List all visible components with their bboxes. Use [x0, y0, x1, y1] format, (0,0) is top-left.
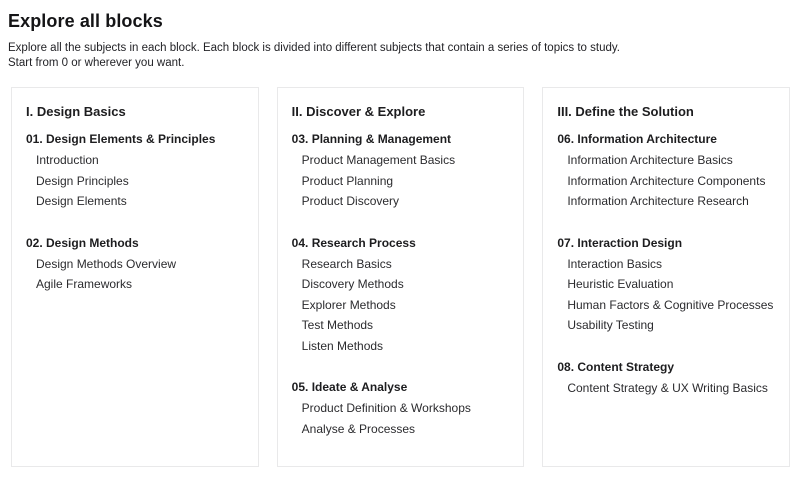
block-card — [542, 87, 790, 467]
topic-link[interactable]: Usability Testing — [567, 318, 654, 332]
topic-link[interactable]: Product Management Basics — [301, 153, 456, 167]
block-title: III. Define the Solution — [557, 104, 694, 119]
topic-link[interactable]: Research Basics — [301, 256, 392, 271]
topic-link[interactable]: Agile Frameworks — [36, 277, 133, 291]
subject-group — [557, 360, 775, 399]
subject-group — [26, 236, 244, 295]
topic-link[interactable]: Discovery Methods — [301, 277, 404, 291]
topic-link[interactable]: Product Discovery — [301, 194, 400, 208]
topic-link[interactable]: Design Principles — [36, 173, 129, 188]
topic-link[interactable]: Explorer Methods — [301, 297, 396, 312]
block-title: I. Design Basics — [26, 104, 126, 119]
subject-group — [292, 132, 510, 212]
topic-list — [26, 254, 244, 295]
page-description-line-2: Start from 0 or wherever you want. — [8, 57, 185, 69]
topic-list — [557, 254, 775, 336]
topic-list — [26, 150, 244, 212]
subject-group — [557, 236, 775, 336]
subject-group — [292, 236, 510, 357]
topic-link[interactable]: Product Planning — [301, 173, 394, 188]
topic-link[interactable]: Analyse & Processes — [301, 421, 416, 436]
topic-list — [557, 150, 775, 212]
block-card — [277, 87, 525, 467]
topic-link[interactable]: Information Architecture Basics — [567, 153, 733, 167]
topic-link[interactable]: Product Definition & Workshops — [301, 401, 471, 415]
subject-title: 02. Design Methods — [26, 235, 139, 250]
page-description-line-1: Explore all the subjects in each block. Each block is divided into different subjects that contain a series of topics to study. — [8, 42, 620, 54]
subject-group — [26, 132, 244, 212]
topic-link[interactable]: Content Strategy & UX Writing Basics — [567, 380, 768, 395]
subject-title: 04. Research Process — [291, 235, 416, 250]
page-title: Explore all blocks — [8, 11, 163, 31]
topic-link[interactable]: Design Elements — [36, 194, 127, 208]
subject-title: 01. Design Elements & Principles — [26, 132, 216, 146]
topic-list — [292, 254, 510, 357]
topic-list — [292, 150, 510, 212]
block-title: II. Discover & Explore — [291, 104, 426, 119]
subject-group — [557, 132, 775, 212]
subject-title: 03. Planning & Management — [291, 132, 452, 146]
topic-link[interactable]: Introduction — [36, 153, 99, 167]
subject-title: 06. Information Architecture — [557, 132, 717, 146]
topic-link[interactable]: Heuristic Evaluation — [567, 277, 674, 291]
topic-link[interactable]: Human Factors & Cognitive Processes — [567, 297, 774, 312]
subject-title: 08. Content Strategy — [557, 359, 675, 374]
topic-link[interactable]: Information Architecture Research — [567, 194, 749, 208]
topic-link[interactable]: Information Architecture Components — [567, 173, 766, 188]
topic-link[interactable]: Design Methods Overview — [36, 256, 177, 271]
topic-list — [557, 378, 775, 399]
subject-group — [292, 380, 510, 439]
topic-link[interactable]: Listen Methods — [301, 338, 384, 353]
topic-link[interactable]: Test Methods — [301, 318, 374, 332]
explore-blocks-page — [0, 11, 800, 489]
blocks-row — [11, 87, 790, 467]
page-description — [8, 41, 800, 71]
block-card — [11, 87, 259, 467]
subject-title: 07. Interaction Design — [557, 235, 683, 250]
subject-title: 05. Ideate & Analyse — [291, 380, 408, 394]
topic-list — [292, 398, 510, 439]
topic-link[interactable]: Interaction Basics — [567, 256, 663, 271]
